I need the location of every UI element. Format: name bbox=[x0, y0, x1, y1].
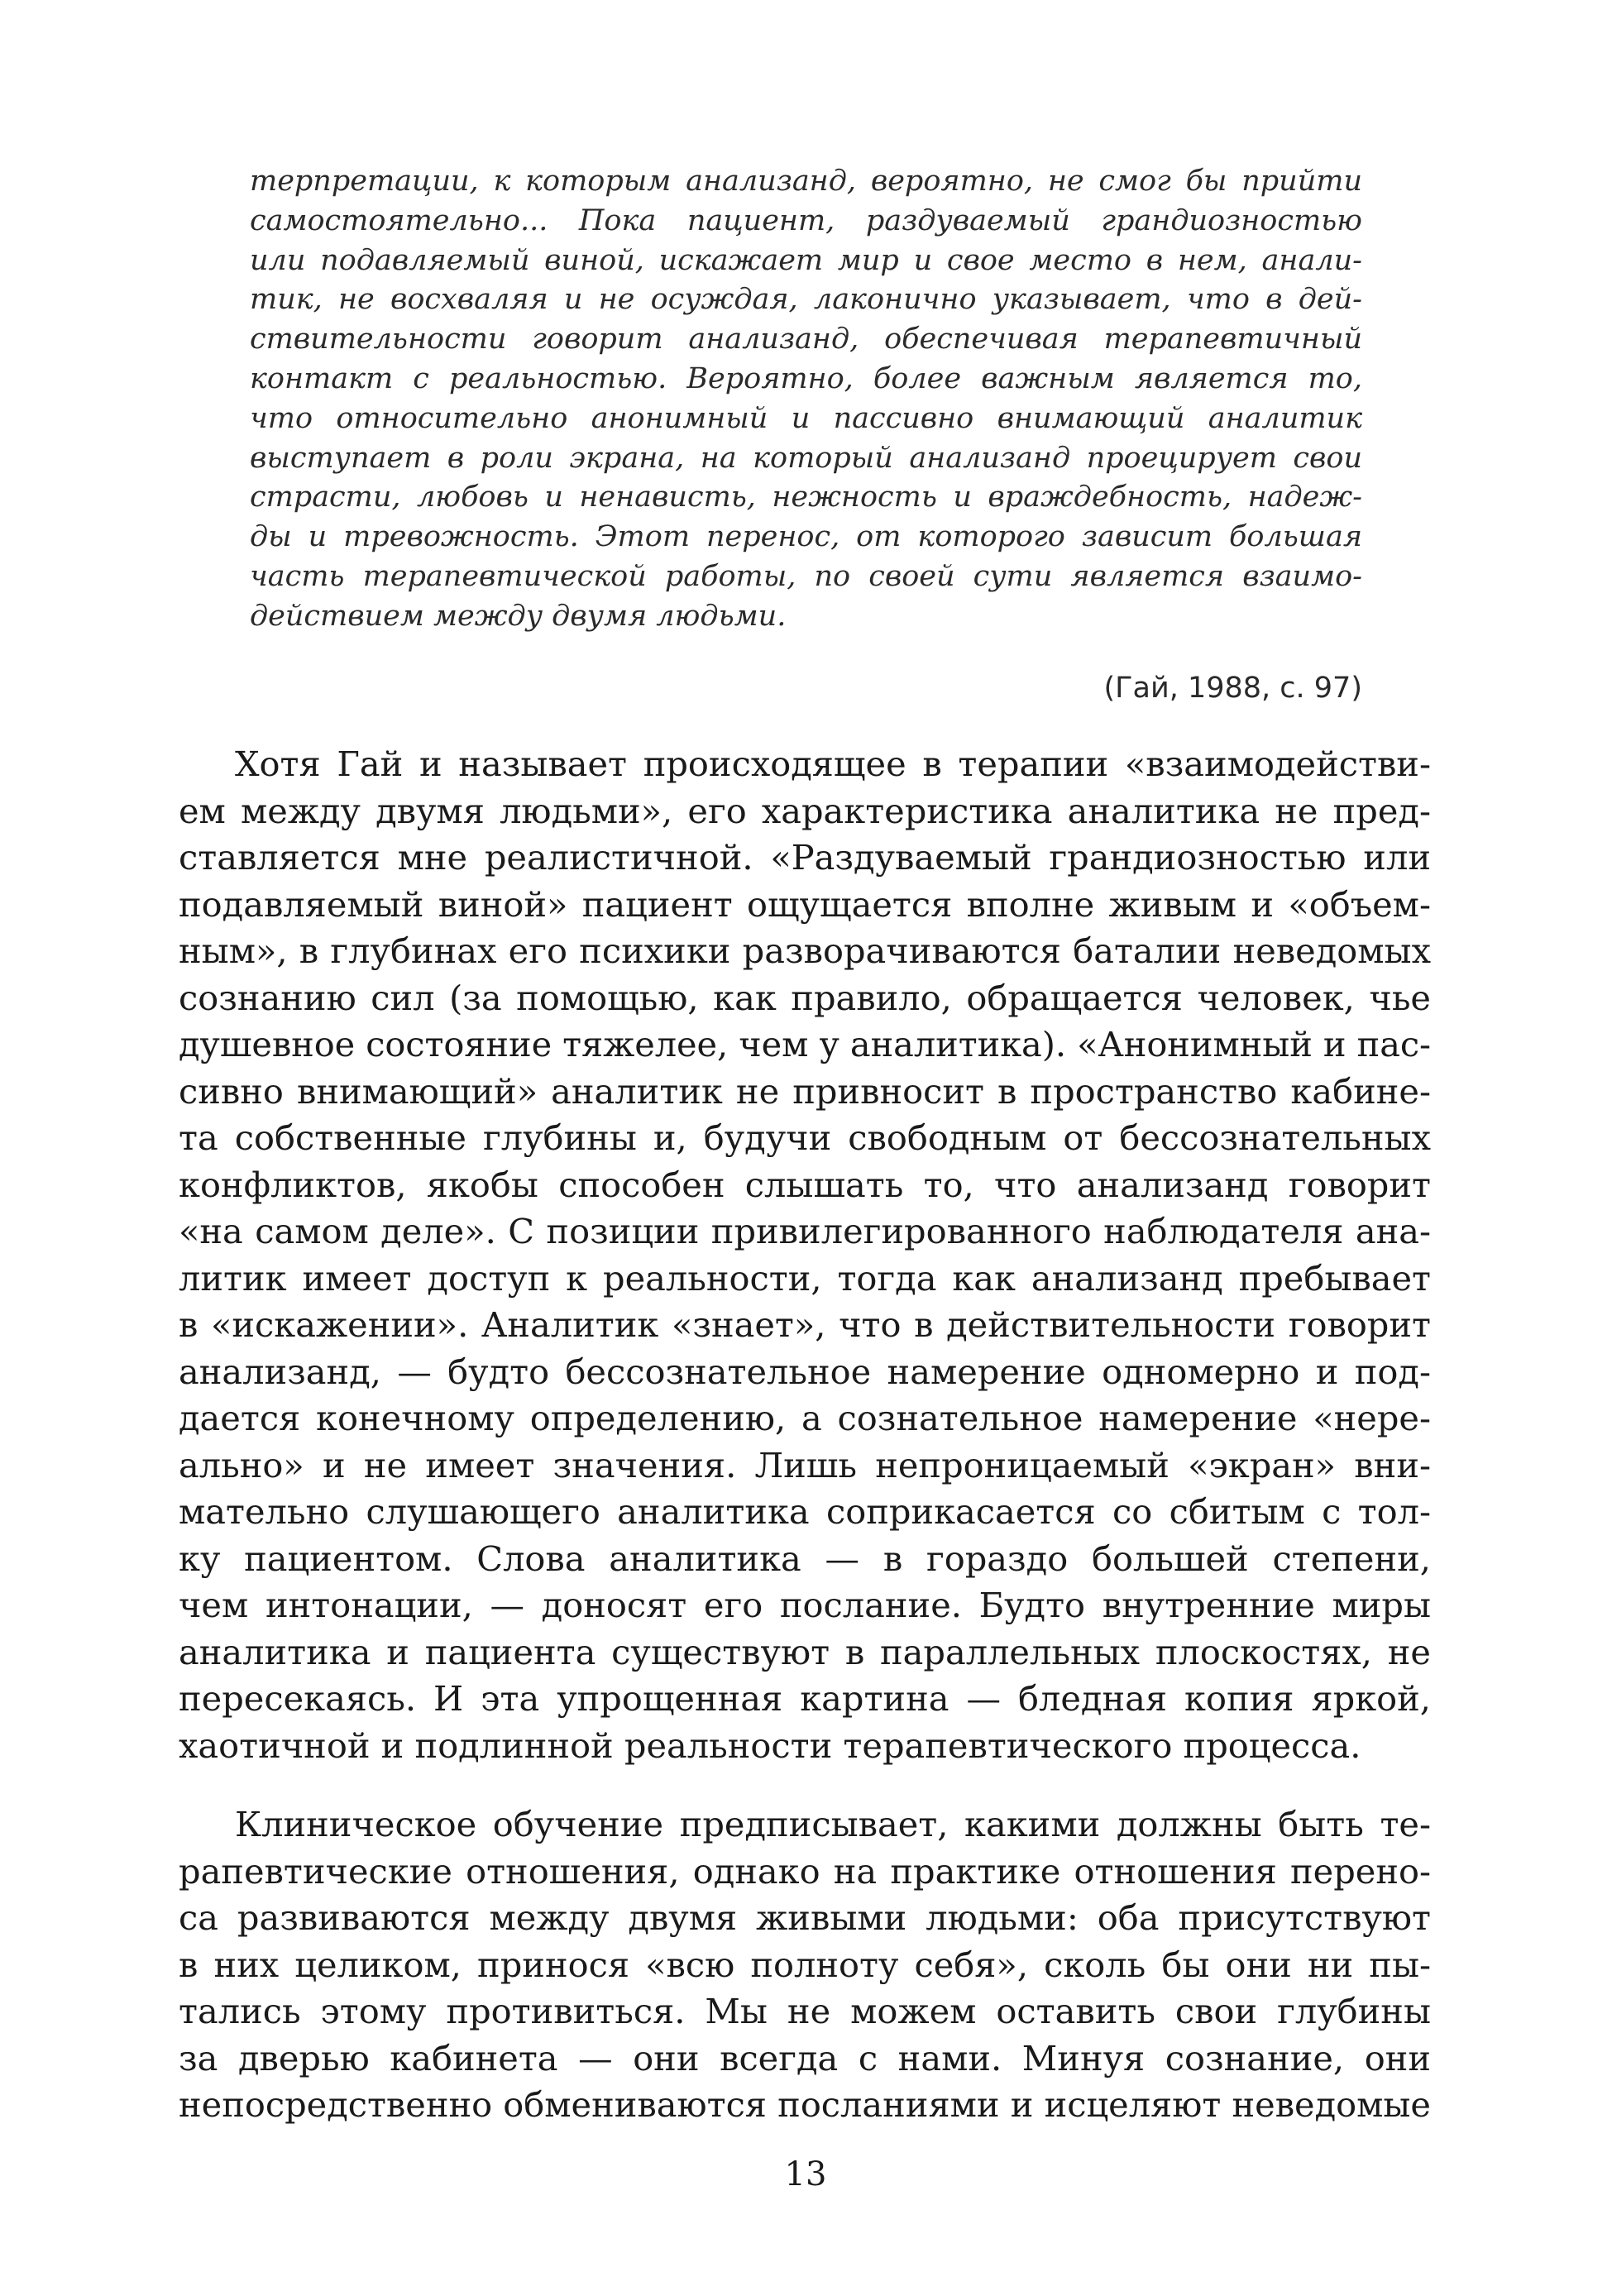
paragraph-line: та собственные глубины и, будучи свободным от бессознательных bbox=[179, 1117, 1431, 1158]
paragraph bbox=[179, 1801, 1431, 2129]
quote-line: контакт с реальностью. Вероятно, более важным является то, bbox=[250, 361, 1362, 395]
paragraph-line: чем интонации, — доносят его послание. Будто внутренние миры bbox=[179, 1585, 1431, 1625]
paragraph-line: ным», в глубинах его психики разворачиваются баталии неведомых bbox=[179, 930, 1431, 971]
quote-line: тик, не восхваляя и не осуждая, лаконично указывает, что в дей- bbox=[250, 283, 1362, 317]
quote-line: выступает в роли экрана, на который анализанд проецирует свои bbox=[250, 441, 1362, 475]
paragraph-line: душевное состояние тяжелее, чем у аналитика). «Анонимный и пас- bbox=[179, 1024, 1431, 1064]
paragraph-line: аналитика и пациента существуют в параллельных плоскостях, не bbox=[179, 1631, 1431, 1672]
quote-line: терпретации, к которым анализанд, вероятно, не смог бы прийти bbox=[250, 165, 1362, 198]
paragraph-line: ально» и не имеет значения. Лишь непроницаемый «экран» вни- bbox=[179, 1444, 1431, 1485]
paragraph-line: анализанд, — будто бессознательное намерение одномерно и под- bbox=[179, 1351, 1431, 1392]
quote-line: страсти, любовь и ненависть, нежность и враждебность, надеж- bbox=[250, 481, 1362, 514]
quote-line: или подавляемый виной, искажает мир и свое место в нем, анали- bbox=[250, 243, 1362, 277]
paragraph-line: Клиническое обучение предписывает, какими должны быть те- bbox=[235, 1804, 1431, 1844]
quote-line: что относительно анонимный и пассивно внимающий аналитик bbox=[250, 401, 1362, 435]
quote-citation: (Гай, 1988, с. 97) bbox=[1103, 672, 1362, 705]
paragraph-line: ставляется мне реалистичной. «Раздуваемый грандиозностью или bbox=[179, 837, 1431, 878]
paragraph-line: конфликтов, якобы способен слышать то, что анализанд говорит bbox=[179, 1164, 1431, 1205]
paragraph-line: Хотя Гай и называет происходящее в терапии «взаимодействи- bbox=[235, 744, 1431, 784]
quote-line: действием между двумя людьми. bbox=[250, 599, 787, 633]
paragraph-line: рапевтические отношения, однако на практике отношения перено- bbox=[179, 1850, 1431, 1892]
paragraph-line: тались этому противиться. Мы не можем оставить свои глубины bbox=[179, 1991, 1431, 2031]
quote-line: ствительности говорит анализанд, обеспечивая терапевтичный bbox=[250, 323, 1362, 356]
paragraph-line: са развиваются между двумя живыми людьми: оба присутствуют bbox=[179, 1897, 1431, 1938]
quote-line: часть терапевтической работы, по своей сути является взаимо- bbox=[250, 559, 1362, 593]
paragraph-line: сознанию сил (за помощью, как правило, обращается человек, чье bbox=[179, 977, 1431, 1018]
paragraph-line: за дверью кабинета — они всегда с нами. Минуя сознание, они bbox=[179, 2037, 1431, 2078]
paragraph-line: литик имеет доступ к реальности, тогда как анализанд пребывает bbox=[179, 1257, 1431, 1299]
paragraph-line: ку пациентом. Слова аналитика — в гораздо большей степени, bbox=[179, 1538, 1431, 1579]
paragraph-line: дается конечному определению, а сознательное намерение «нере- bbox=[179, 1398, 1431, 1438]
paragraph-line: пересекаясь. И эта упрощенная картина — бледная копия яркой, bbox=[179, 1678, 1431, 1719]
paragraph-line: в них целиком, принося «всю полноту себя», сколь бы они ни пы- bbox=[179, 1944, 1431, 1985]
paragraph-line: ем между двумя людьми», его характеристика аналитика не пред- bbox=[179, 790, 1431, 831]
page-number: 13 bbox=[784, 2155, 827, 2193]
paragraph-line: в «искажении». Аналитик «знает», что в действительности говорит bbox=[179, 1304, 1431, 1345]
quote-line: самостоятельно... Пока пациент, раздуваемый грандиозностью bbox=[250, 203, 1362, 237]
paragraph-line: мательно слушающего аналитика соприкасается со сбитым с тол- bbox=[179, 1491, 1431, 1532]
paragraph-line: подавляемый виной» пациент ощущается вполне живым и «объем- bbox=[179, 883, 1431, 925]
block-quote bbox=[250, 162, 1362, 637]
paragraph bbox=[179, 741, 1431, 1769]
paragraph-line: непосредственно обмениваются посланиями и исцеляют неведомые bbox=[179, 2084, 1431, 2125]
quote-line: ды и тревожность. Этот перенос, от которого зависит большая bbox=[250, 520, 1362, 554]
paragraph-line: хаотичной и подлинной реальности терапевтического процесса. bbox=[179, 1724, 1361, 1766]
paragraph-line: сивно внимающий» аналитик не привносит в пространство кабине- bbox=[179, 1070, 1431, 1112]
paragraph-line: «на самом деле». С позиции привилегированного наблюдателя ана- bbox=[179, 1211, 1431, 1251]
